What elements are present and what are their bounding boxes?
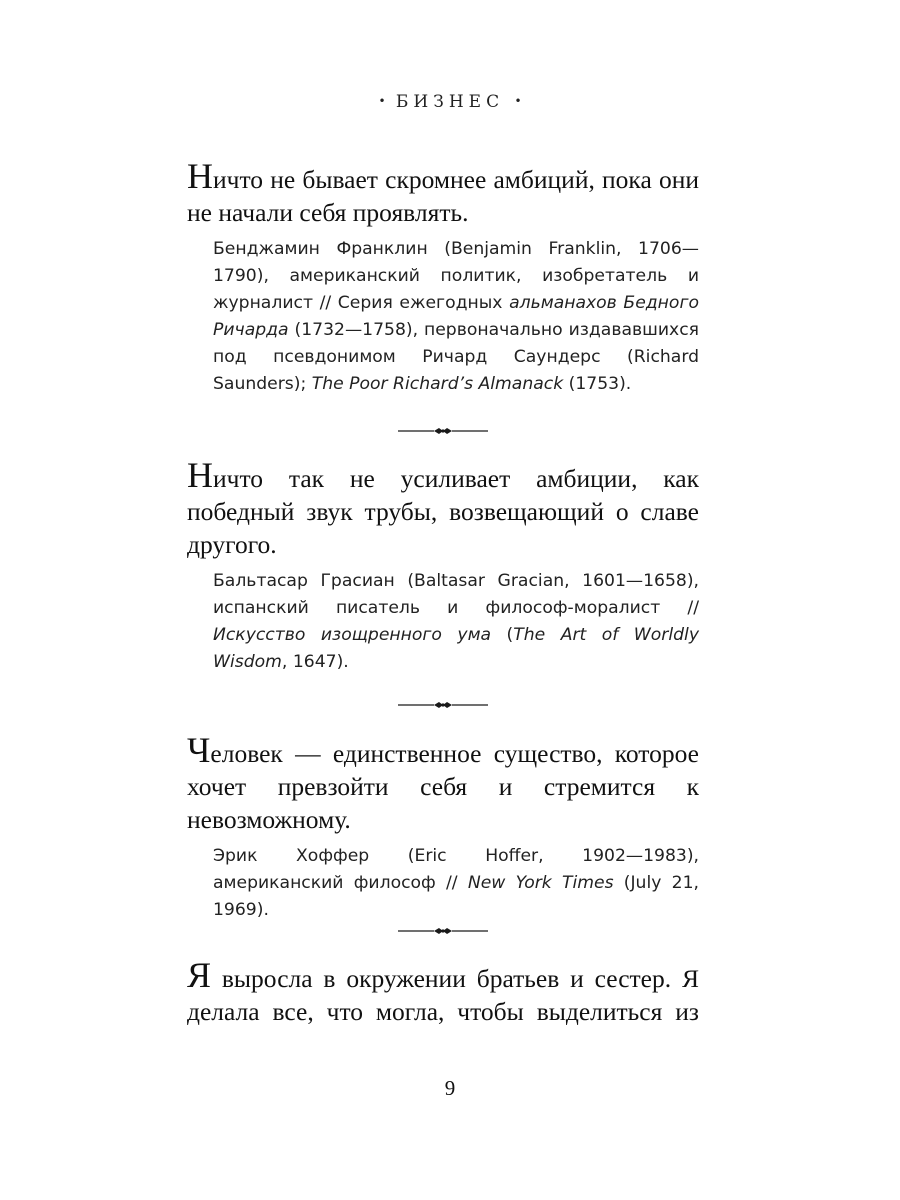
quote-block-4 <box>187 955 699 1028</box>
quote-text: Человек — единственное существо, которое хочет превзойти себя и стремится к невозможному. <box>187 730 699 834</box>
quote-block-3 <box>187 730 699 924</box>
quote-attribution: Эрик Хоффер (Eric Hoffer, 1902—1983), американский философ // New York Times (July 21, 1969). <box>213 846 699 920</box>
quote-text: Ничто так не усиливает амбиции, как победный звук трубы, возвещающий о славе другого. <box>187 455 699 559</box>
ornament-divider-1 <box>398 425 488 437</box>
quote-text: Ничто не бывает скромнее амбиций, пока они не начали себя проявлять. <box>187 156 699 227</box>
quote-attribution: Бенджамин Франклин (Benjamin Franklin, 1706—1790), американский политик, изобретатель и журналист // Серия ежегодных альманахов Бедного Ричарда (1732—1758), первоначально издававшихся под псевдонимом Ричард Саундерс (Richard Saunders); The Poor Richard’s Almanack (1753). <box>213 239 699 394</box>
quote-block-2 <box>187 455 699 676</box>
page-number: 9 <box>444 1076 456 1100</box>
ornament-divider-3 <box>398 925 488 937</box>
quote-block-1 <box>187 156 699 398</box>
quote-initial: Н <box>187 156 213 196</box>
header-dot-right: • <box>514 94 522 108</box>
running-header <box>0 92 900 112</box>
header-dot-left: • <box>378 94 386 108</box>
quote-text: Я выросла в окружении братьев и сестер. Я делала все, что могла, чтобы выделиться из <box>187 955 699 1026</box>
quote-initial: Я <box>187 955 212 995</box>
quote-initial: Ч <box>187 730 211 770</box>
quote-initial: Н <box>187 455 213 495</box>
header-title: БИЗНЕС <box>395 92 505 112</box>
ornament-divider-2 <box>398 699 488 711</box>
quote-attribution: Бальтасар Грасиан (Baltasar Gracian, 1601—1658), испанский писатель и философ-моралист // Искусство изощренного ума (The Art of Worldly Wisdom, 1647). <box>213 571 699 672</box>
